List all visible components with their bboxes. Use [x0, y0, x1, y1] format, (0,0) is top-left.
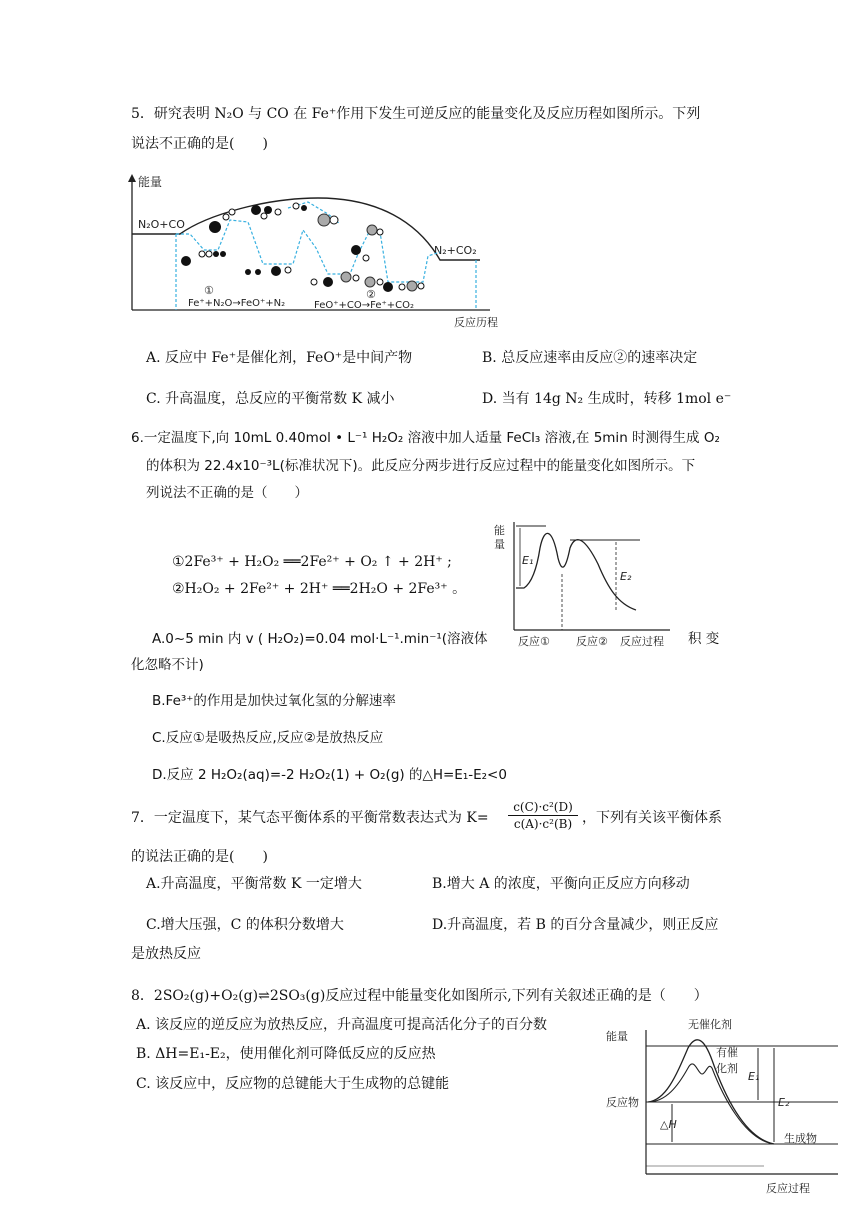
q8-fig-reactant: 反应物: [606, 1096, 639, 1109]
q5-fig-xlabel: 反应历程: [454, 316, 498, 329]
q5-energy-figure: [118, 172, 518, 332]
q8-fig-xlabel: 反应过程: [766, 1182, 810, 1195]
q6-fig-ylabel1: 能: [494, 524, 505, 537]
q7-stem-line2: 的说法正确的是( ): [131, 849, 268, 865]
q8-fig-dh: △H: [660, 1118, 677, 1131]
q6-stem-line2: 的体积为 22.4x10⁻³L(标准状况下)。此反应分两步进行反应过程中的能量变化如图所示。下: [146, 458, 696, 474]
q8-option-a[interactable]: A. 该反应的逆反应为放热反应，升高温度可提高活化分子的百分数: [136, 1017, 548, 1033]
q6-fig-e2: E₂: [620, 570, 632, 583]
q7-stem-post: ，下列有关该平衡体系: [582, 810, 722, 826]
q5-fig-right-label: N₂+CO₂: [434, 244, 477, 257]
q8-fig-ylabel: 能量: [606, 1030, 628, 1043]
q6-equation-1: ①2Fe³⁺ + H₂O₂ ══2Fe²⁺ + O₂ ↑ + 2H⁺ ;: [172, 554, 452, 570]
q5-stem-line2: 说法不正确的是( ): [131, 136, 268, 152]
q8-fig-e2: E₂: [778, 1096, 790, 1109]
q6-stem-line1: 6.一定温度下,向 10mL 0.40mol • L⁻¹ H₂O₂ 溶液中加人适量 FeCl₃ 溶液,在 5min 时测得生成 O₂: [131, 430, 720, 446]
q6-option-d[interactable]: D.反应 2 H₂O₂(aq)=-2 H₂O₂(1) + O₂(g) 的△H=E₁-E₂<0: [152, 767, 507, 783]
q6-energy-figure: [490, 518, 680, 653]
q8-fig-cat2: 化剂: [716, 1062, 738, 1075]
q8-energy-figure: [604, 1016, 844, 1208]
q7-fraction-numerator: c(C)·c²(D): [508, 799, 578, 816]
q6-fig-x3: 反应过程: [620, 635, 664, 648]
q5-fig-step1-eq: Fe⁺+N₂O→FeO⁺+N₂: [188, 298, 286, 309]
q8-stem: 8．2SO₂(g)+O₂(g)⇌2SO₃(g)反应过程中能量变化如图所示,下列有关叙述正确的是（ ）: [131, 988, 708, 1004]
q6-fig-e1: E₁: [522, 554, 534, 567]
q5-fig-step1-num: ①: [204, 284, 214, 297]
q6-stem-line3: 列说法不正确的是（ ）: [146, 485, 308, 501]
q8-fig-product: 生成物: [784, 1132, 817, 1145]
q7-option-b[interactable]: B.增大 A 的浓度，平衡向正反应方向移动: [432, 876, 690, 892]
q8-fig-no-cat: 无催化剂: [688, 1018, 732, 1031]
q5-stem-line1: 5．研究表明 N₂O 与 CO 在 Fe⁺作用下发生可逆反应的能量变化及反应历程如图所示。下列: [131, 106, 701, 122]
q6-fig-ylabel2: 量: [494, 538, 505, 551]
q6-option-b[interactable]: B.Fe³⁺的作用是加快过氧化氢的分解速率: [152, 693, 396, 709]
q5-fig-left-label: N₂O+CO: [138, 218, 185, 231]
q5-option-c[interactable]: C. 升高温度，总反应的平衡常数 K 减小: [146, 391, 395, 407]
q6-fig-x1: 反应①: [518, 635, 550, 648]
q5-fig-step2-num: ②: [366, 288, 376, 301]
q7-option-d[interactable]: D.升高温度，若 B 的百分含量减少，则正反应: [432, 917, 719, 933]
q7-option-d-cont: 是放热反应: [131, 946, 201, 962]
q5-fig-step2-eq: FeO⁺+CO→Fe⁺+CO₂: [314, 300, 414, 311]
q5-option-d[interactable]: D. 当有 14g N₂ 生成时，转移 1mol e⁻: [482, 391, 732, 407]
q7-option-a[interactable]: A.升高温度，平衡常数 K 一定增大: [146, 876, 362, 892]
q6-option-a-line2: 化忽略不计): [131, 657, 204, 673]
q8-option-c[interactable]: C. 该反应中，反应物的总键能大于生成物的总键能: [136, 1076, 450, 1092]
q6-fig-x2: 反应②: [576, 635, 608, 648]
q6-equation-2: ②H₂O₂ + 2Fe²⁺ + 2H⁺ ══2H₂O + 2Fe³⁺ 。: [172, 581, 467, 597]
q8-fig-e1: E₁: [748, 1070, 760, 1083]
q7-fraction: [508, 799, 578, 832]
q5-fig-ylabel: 能量: [138, 175, 163, 189]
q8-fig-cat1: 有催: [716, 1046, 738, 1059]
q5-option-a[interactable]: A. 反应中 Fe⁺是催化剂，FeO⁺是中间产物: [146, 350, 413, 366]
q6-option-a-line1[interactable]: A.0~5 min 内 v ( H₂O₂)=0.04 mol·L⁻¹.min⁻¹(溶液体: [152, 631, 488, 647]
q5-option-b[interactable]: B. 总反应速率由反应②的速率决定: [482, 350, 698, 366]
q7-fraction-denominator: c(A)·c²(B): [513, 817, 573, 831]
q7-option-c[interactable]: C.增大压强，C 的体积分数增大: [146, 917, 344, 933]
q6-option-c[interactable]: C.反应①是吸热反应,反应②是放热反应: [152, 730, 384, 746]
q7-stem-pre: 7．一定温度下，某气态平衡体系的平衡常数表达式为 K=: [131, 810, 489, 826]
q8-option-b[interactable]: B. ΔH=E₁-E₂，使用催化剂可降低反应的反应热: [136, 1046, 436, 1062]
q6-option-a-tail: 积 变: [688, 631, 720, 647]
